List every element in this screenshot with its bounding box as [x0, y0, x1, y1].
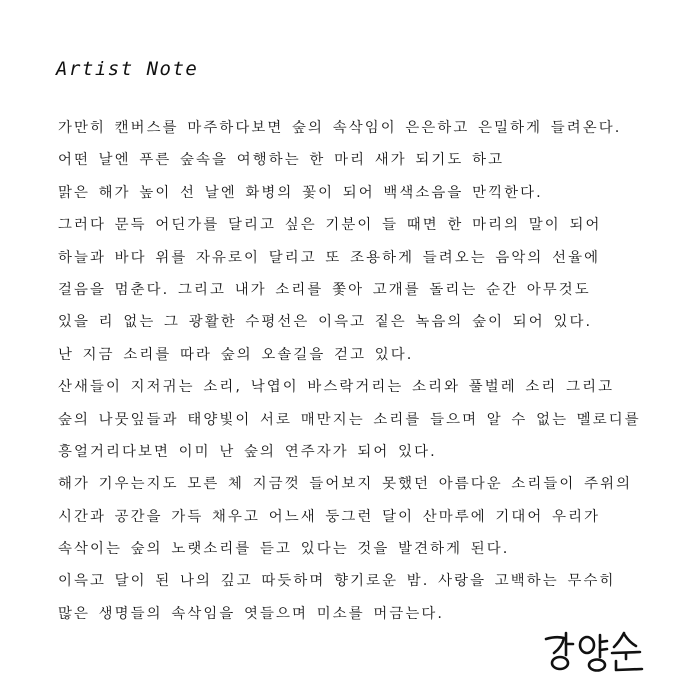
note-line: 있을 리 없는 그 광활한 수평선은 이윽고 짙은 녹음의 숲이 되어 있다.: [58, 314, 593, 331]
note-line: 많은 생명들의 속삭임을 엿들으며 미소를 머금는다.: [58, 605, 445, 622]
note-line: 하늘과 바다 위를 자유로이 달리고 또 조용하게 들려오는 음악의 선율에: [58, 249, 601, 266]
note-line: 산새들이 지저귀는 소리, 낙엽이 바스락거리는 소리와 풀벌레 소리 그리고: [58, 379, 615, 396]
page-title: Artist Note: [56, 58, 199, 80]
note-line: 속삭이는 숲의 노랫소리를 듣고 있다는 것을 발견하게 된다.: [58, 541, 510, 558]
note-line: 어떤 날엔 푸른 숲속을 여행하는 한 마리 새가 되기도 하고: [58, 152, 505, 169]
note-line: 맑은 해가 높이 선 날엔 화병의 꽃이 되어 백색소음을 만끽한다.: [58, 184, 543, 201]
note-line: 흥얼거리다보면 이미 난 숲의 연주자가 되어 있다.: [58, 443, 437, 460]
note-line: 가만히 캔버스를 마주하다보면 숲의 속삭임이 은은하고 은밀하게 들려온다.: [58, 120, 622, 136]
note-line: 숲의 나뭇잎들과 태양빛이 서로 매만지는 소리를 들으며 알 수 없는 멜로디를: [58, 411, 641, 428]
note-line: 시간과 공간을 가득 채우고 어느새 둥그런 달이 산마루에 기대어 우리가: [58, 508, 601, 525]
note-line: 걸음을 멈춘다. 그리고 내가 소리를 쫓아 고개를 돌리는 순간 아무것도: [58, 281, 591, 298]
note-line: 해가 기우는지도 모른 체 지금껏 들어보지 못했던 아름다운 소리들이 주위의: [58, 476, 633, 493]
note-body: [58, 112, 678, 630]
note-line: 그러다 문득 어딘가를 달리고 싶은 기분이 들 때면 한 마리의 말이 되어: [58, 217, 602, 234]
note-line: 난 지금 소리를 따라 숲의 오솔길을 걷고 있다.: [58, 346, 414, 363]
signature: [540, 625, 652, 675]
note-line: 이윽고 달이 된 나의 깊고 따듯하며 향기로운 밤. 사랑을 고백하는 무수히: [58, 573, 616, 590]
